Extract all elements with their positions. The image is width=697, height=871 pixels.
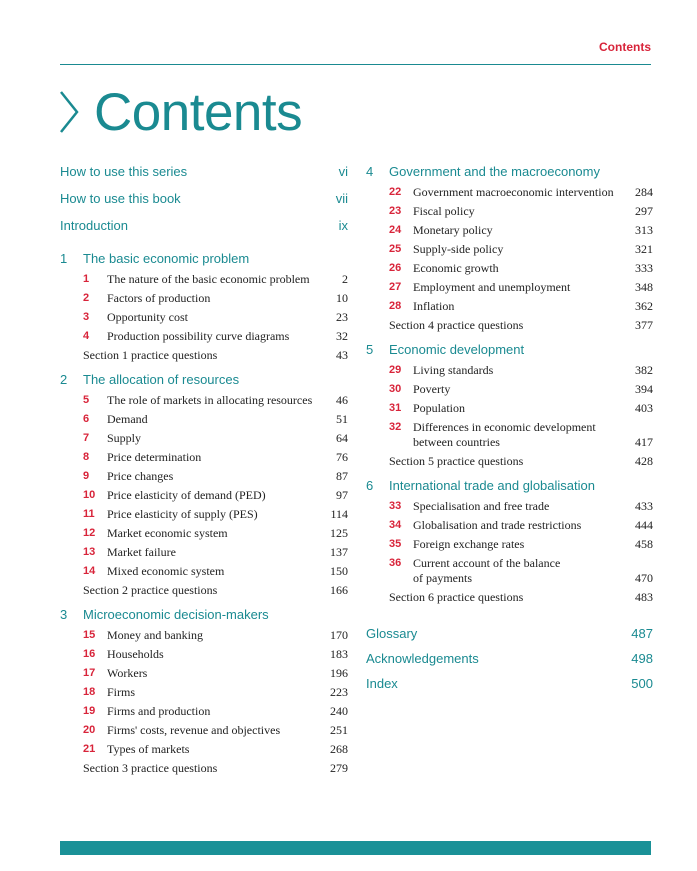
toc-left-column xyxy=(60,164,348,779)
chapter-number: 34 xyxy=(389,519,402,531)
chapter-entry[interactable] xyxy=(60,665,348,684)
chapter-page: 170 xyxy=(330,628,348,642)
entry-title: How to use this series xyxy=(60,164,188,179)
section-number: 2 xyxy=(60,372,68,387)
chapter-number: 15 xyxy=(83,629,96,641)
chapter-number: 4 xyxy=(83,330,90,342)
chapter-title xyxy=(107,412,318,426)
chapter-page: 433 xyxy=(635,499,653,513)
practice-title: Section 3 practice questions xyxy=(83,761,218,775)
section-title: International trade and globalisation xyxy=(389,478,595,493)
chapter-title-line: Employment and unemployment xyxy=(413,280,571,294)
chapter-title-line: Foreign exchange rates xyxy=(413,537,525,551)
chapter-entry[interactable] xyxy=(60,309,348,328)
chapter-page: 125 xyxy=(330,526,348,540)
practice-title: Section 5 practice questions xyxy=(389,454,524,468)
chapter-page: 64 xyxy=(336,431,348,445)
chapter-title-line: Production possibility curve diagrams xyxy=(107,329,290,343)
entry-page: vi xyxy=(338,164,348,179)
chapter-title xyxy=(413,204,623,218)
chapter-title-line: The nature of the basic economic problem xyxy=(107,272,310,286)
chapter-number: 29 xyxy=(389,364,402,376)
chapter-number: 19 xyxy=(83,705,96,717)
chapter-title xyxy=(107,526,318,540)
chapter-page: 97 xyxy=(336,488,348,502)
chapter-entry[interactable] xyxy=(60,684,348,703)
chapter-page: 10 xyxy=(336,291,348,305)
chapter-title-line: Price elasticity of supply (PES) xyxy=(107,507,258,521)
chapter-page: 240 xyxy=(330,704,348,718)
chapter-title-line: Firms' costs, revenue and objectives xyxy=(107,723,281,737)
prelims-list xyxy=(60,164,348,245)
chapter-title xyxy=(413,499,623,513)
section-heading[interactable] xyxy=(60,251,348,271)
practice-page: 428 xyxy=(635,454,653,468)
chapter-title xyxy=(413,537,623,551)
chapter-title xyxy=(107,704,318,718)
chapter-title-line: Opportunity cost xyxy=(107,310,188,324)
chapter-page: 382 xyxy=(635,363,653,377)
chapter-number: 16 xyxy=(83,648,96,660)
chapter-page: 362 xyxy=(635,299,653,313)
entry-page: ix xyxy=(338,218,348,233)
chapter-entry[interactable] xyxy=(366,400,653,419)
chapter-entry[interactable] xyxy=(60,627,348,646)
chapter-number: 6 xyxy=(83,413,90,425)
chapter-title xyxy=(107,507,318,521)
section-title: Economic development xyxy=(389,342,525,357)
chapter-number: 27 xyxy=(389,281,402,293)
chapter-entry[interactable] xyxy=(60,271,348,290)
chapter-title-line: Population xyxy=(413,401,466,415)
chapter-entry[interactable] xyxy=(60,525,348,544)
chapter-number: 13 xyxy=(83,546,96,558)
chevron-right-icon xyxy=(58,90,80,134)
chapter-page: 32 xyxy=(336,329,348,343)
chapter-entry[interactable] xyxy=(60,722,348,741)
chapter-title-line: Firms xyxy=(107,685,136,699)
toc-entry-prelim[interactable] xyxy=(60,164,348,191)
section-number: 4 xyxy=(366,164,374,179)
section-title: The basic economic problem xyxy=(83,251,250,266)
entry-title: Acknowledgements xyxy=(366,651,479,666)
chapter-title-line: Price determination xyxy=(107,450,202,464)
chapter-title xyxy=(413,299,623,313)
chapter-entry[interactable] xyxy=(60,430,348,449)
practice-title: Section 2 practice questions xyxy=(83,583,218,597)
chapter-entry[interactable] xyxy=(366,279,653,298)
chapter-entry[interactable] xyxy=(366,203,653,222)
chapter-title xyxy=(107,647,318,661)
chapter-entry[interactable] xyxy=(60,506,348,525)
chapter-title-line: Supply xyxy=(107,431,142,445)
practice-page: 279 xyxy=(330,761,348,775)
top-rule xyxy=(60,64,651,65)
chapter-entry[interactable] xyxy=(60,449,348,468)
chapter-title xyxy=(413,420,623,450)
chapter-page: 444 xyxy=(635,518,653,532)
practice-title: Section 6 practice questions xyxy=(389,590,524,604)
chapter-page: 150 xyxy=(330,564,348,578)
entry-title: Index xyxy=(366,676,398,691)
practice-questions-entry[interactable] xyxy=(60,582,348,601)
section-title: The allocation of resources xyxy=(83,372,240,387)
chapter-title-line: Demand xyxy=(107,412,148,426)
chapter-title-line: Monetary policy xyxy=(413,223,493,237)
chapter-entry[interactable] xyxy=(60,703,348,722)
back-matter-list xyxy=(366,626,653,701)
chapter-page: 114 xyxy=(330,507,348,521)
chapter-title xyxy=(107,628,318,642)
chapter-number: 2 xyxy=(83,292,90,304)
chapter-entry[interactable] xyxy=(60,544,348,563)
toc-entry-prelim[interactable] xyxy=(60,218,348,245)
chapter-title xyxy=(413,223,623,237)
chapter-title xyxy=(107,272,318,286)
chapter-title xyxy=(107,291,318,305)
chapter-entry[interactable] xyxy=(60,741,348,760)
sections-left xyxy=(60,251,348,779)
section-title: Microeconomic decision-makers xyxy=(83,607,269,622)
chapter-title-line: Workers xyxy=(107,666,148,680)
chapter-number: 23 xyxy=(389,205,402,217)
entry-title: How to use this book xyxy=(60,191,181,206)
chapter-title xyxy=(413,382,623,396)
chapter-number: 22 xyxy=(389,186,402,198)
chapter-number: 36 xyxy=(389,557,402,569)
chapter-title xyxy=(107,393,318,407)
chapter-title-line: Current account of the balance xyxy=(413,556,561,570)
chapter-number: 1 xyxy=(83,273,90,285)
chapter-title xyxy=(107,685,318,699)
entry-title: Glossary xyxy=(366,626,418,641)
chapter-title-line: Types of markets xyxy=(107,742,190,756)
chapter-title-line: Money and banking xyxy=(107,628,203,642)
chapter-title-line: between countries xyxy=(413,435,500,449)
chapter-entry[interactable] xyxy=(366,536,653,555)
chapter-number: 25 xyxy=(389,243,402,255)
chapter-number: 32 xyxy=(389,421,402,433)
chapter-title xyxy=(413,556,623,586)
chapter-title-line: Supply-side policy xyxy=(413,242,504,256)
practice-page: 43 xyxy=(336,348,348,362)
chapter-number: 7 xyxy=(83,432,90,444)
chapter-number: 9 xyxy=(83,470,90,482)
chapter-number: 8 xyxy=(83,451,90,463)
chapter-title xyxy=(107,310,318,324)
chapter-title-line: Specialisation and free trade xyxy=(413,499,550,513)
practice-questions-entry[interactable] xyxy=(366,453,653,472)
entry-page: 498 xyxy=(631,651,653,666)
chapter-title xyxy=(107,564,318,578)
back-matter-entry[interactable] xyxy=(366,651,653,676)
chapter-page: 251 xyxy=(330,723,348,737)
chapter-page: 223 xyxy=(330,685,348,699)
chapter-number: 17 xyxy=(83,667,96,679)
chapter-page: 268 xyxy=(330,742,348,756)
title-block xyxy=(58,82,302,142)
chapter-title xyxy=(413,518,623,532)
chapter-title xyxy=(413,401,623,415)
chapter-number: 24 xyxy=(389,224,402,236)
chapter-entry[interactable] xyxy=(366,184,653,203)
chapter-entry[interactable] xyxy=(366,222,653,241)
chapter-number: 14 xyxy=(83,565,96,577)
chapter-page: 183 xyxy=(330,647,348,661)
chapter-page: 87 xyxy=(336,469,348,483)
chapter-entry[interactable] xyxy=(366,362,653,381)
chapter-number: 21 xyxy=(83,743,96,755)
chapter-entry[interactable] xyxy=(60,411,348,430)
practice-title: Section 1 practice questions xyxy=(83,348,218,362)
chapter-title-line: of payments xyxy=(413,571,472,585)
section-heading[interactable] xyxy=(60,607,348,627)
practice-questions-entry[interactable] xyxy=(366,589,653,608)
entry-page: 500 xyxy=(631,676,653,691)
chapter-title-line: Globalisation and trade restrictions xyxy=(413,518,582,532)
section-number: 3 xyxy=(60,607,68,622)
chapter-page: 348 xyxy=(635,280,653,294)
chapter-entry[interactable] xyxy=(366,241,653,260)
chapter-entry[interactable] xyxy=(60,487,348,506)
entry-title: Introduction xyxy=(60,218,128,233)
chapter-entry[interactable] xyxy=(366,517,653,536)
chapter-title xyxy=(413,261,623,275)
chapter-entry[interactable] xyxy=(60,468,348,487)
chapter-number: 11 xyxy=(83,508,95,520)
chapter-title-line: Living standards xyxy=(413,363,494,377)
chapter-title-line: Fiscal policy xyxy=(413,204,475,218)
chapter-entry[interactable] xyxy=(60,646,348,665)
running-head: Contents xyxy=(599,40,651,54)
chapter-number: 26 xyxy=(389,262,402,274)
section-number: 6 xyxy=(366,478,374,493)
chapter-title xyxy=(107,666,318,680)
chapter-title xyxy=(107,431,318,445)
chapter-title xyxy=(107,545,318,559)
chapter-page: 297 xyxy=(635,204,653,218)
practice-page: 483 xyxy=(635,590,653,604)
section-heading[interactable] xyxy=(60,372,348,392)
chapter-page: 313 xyxy=(635,223,653,237)
chapter-number: 33 xyxy=(389,500,402,512)
chapter-number: 12 xyxy=(83,527,96,539)
chapter-number: 10 xyxy=(83,489,96,501)
chapter-title xyxy=(107,469,318,483)
chapter-title xyxy=(107,488,318,502)
chapter-number: 28 xyxy=(389,300,402,312)
toc-right-column xyxy=(366,164,653,701)
entry-page: 487 xyxy=(631,626,653,641)
chapter-entry[interactable] xyxy=(366,555,653,589)
practice-questions-entry[interactable] xyxy=(60,347,348,366)
page-title: Contents xyxy=(94,82,303,142)
chapter-entry[interactable] xyxy=(60,392,348,411)
chapter-page: 394 xyxy=(635,382,653,396)
chapter-page: 333 xyxy=(635,261,653,275)
chapter-page: 23 xyxy=(336,310,348,324)
chapter-number: 3 xyxy=(83,311,90,323)
chapter-title xyxy=(107,742,318,756)
chapter-page: 137 xyxy=(330,545,348,559)
section-title: Government and the macroeconomy xyxy=(389,164,600,179)
chapter-page: 470 xyxy=(635,571,653,585)
chapter-page: 458 xyxy=(635,537,653,551)
chapter-number: 35 xyxy=(389,538,402,550)
chapter-title xyxy=(107,723,318,737)
chapter-entry[interactable] xyxy=(60,328,348,347)
chapter-entry[interactable] xyxy=(60,563,348,582)
footer-bar xyxy=(60,841,651,855)
chapter-title-line: Poverty xyxy=(413,382,451,396)
sections-right xyxy=(366,164,653,608)
chapter-title xyxy=(107,450,318,464)
back-matter-entry[interactable] xyxy=(366,626,653,651)
chapter-entry[interactable] xyxy=(366,498,653,517)
toc-entry-prelim[interactable] xyxy=(60,191,348,218)
chapter-number: 5 xyxy=(83,394,90,406)
chapter-page: 284 xyxy=(635,185,653,199)
chapter-title-line: Government macroeconomic intervention xyxy=(413,185,614,199)
chapter-number: 30 xyxy=(389,383,402,395)
section-heading[interactable] xyxy=(366,342,653,362)
practice-questions-entry[interactable] xyxy=(366,317,653,336)
chapter-title xyxy=(413,185,623,199)
practice-page: 377 xyxy=(635,318,653,332)
chapter-title-line: The role of markets in allocating resources xyxy=(107,393,313,407)
chapter-title-line: Differences in economic development xyxy=(413,420,596,434)
chapter-title xyxy=(413,280,623,294)
practice-questions-entry[interactable] xyxy=(60,760,348,779)
chapter-title-line: Price elasticity of demand (PED) xyxy=(107,488,266,502)
chapter-number: 31 xyxy=(389,402,402,414)
chapter-page: 76 xyxy=(336,450,348,464)
chapter-entry[interactable] xyxy=(366,419,653,453)
chapter-title-line: Economic growth xyxy=(413,261,499,275)
section-heading[interactable] xyxy=(366,478,653,498)
chapter-number: 18 xyxy=(83,686,96,698)
chapter-entry[interactable] xyxy=(366,298,653,317)
chapter-page: 403 xyxy=(635,401,653,415)
practice-page: 166 xyxy=(330,583,348,597)
chapter-title-line: Market failure xyxy=(107,545,176,559)
chapter-page: 2 xyxy=(342,272,348,286)
chapter-title-line: Mixed economic system xyxy=(107,564,225,578)
chapter-title-line: Households xyxy=(107,647,164,661)
chapter-title-line: Market economic system xyxy=(107,526,228,540)
chapter-title-line: Inflation xyxy=(413,299,455,313)
entry-page: vii xyxy=(335,191,348,206)
chapter-title xyxy=(413,363,623,377)
chapter-entry[interactable] xyxy=(60,290,348,309)
chapter-page: 196 xyxy=(330,666,348,680)
section-number: 1 xyxy=(60,251,68,266)
chapter-entry[interactable] xyxy=(366,260,653,279)
chapter-title-line: Price changes xyxy=(107,469,174,483)
chapter-title xyxy=(413,242,623,256)
chapter-number: 20 xyxy=(83,724,96,736)
chapter-title-line: Firms and production xyxy=(107,704,211,718)
chapter-title-line: Factors of production xyxy=(107,291,211,305)
practice-title: Section 4 practice questions xyxy=(389,318,524,332)
chapter-page: 321 xyxy=(635,242,653,256)
chapter-page: 417 xyxy=(635,435,653,449)
chapter-title xyxy=(107,329,318,343)
chapter-page: 51 xyxy=(336,412,348,426)
section-heading[interactable] xyxy=(366,164,653,184)
chapter-page: 46 xyxy=(336,393,348,407)
section-number: 5 xyxy=(366,342,374,357)
back-matter-entry[interactable] xyxy=(366,676,653,701)
chapter-entry[interactable] xyxy=(366,381,653,400)
